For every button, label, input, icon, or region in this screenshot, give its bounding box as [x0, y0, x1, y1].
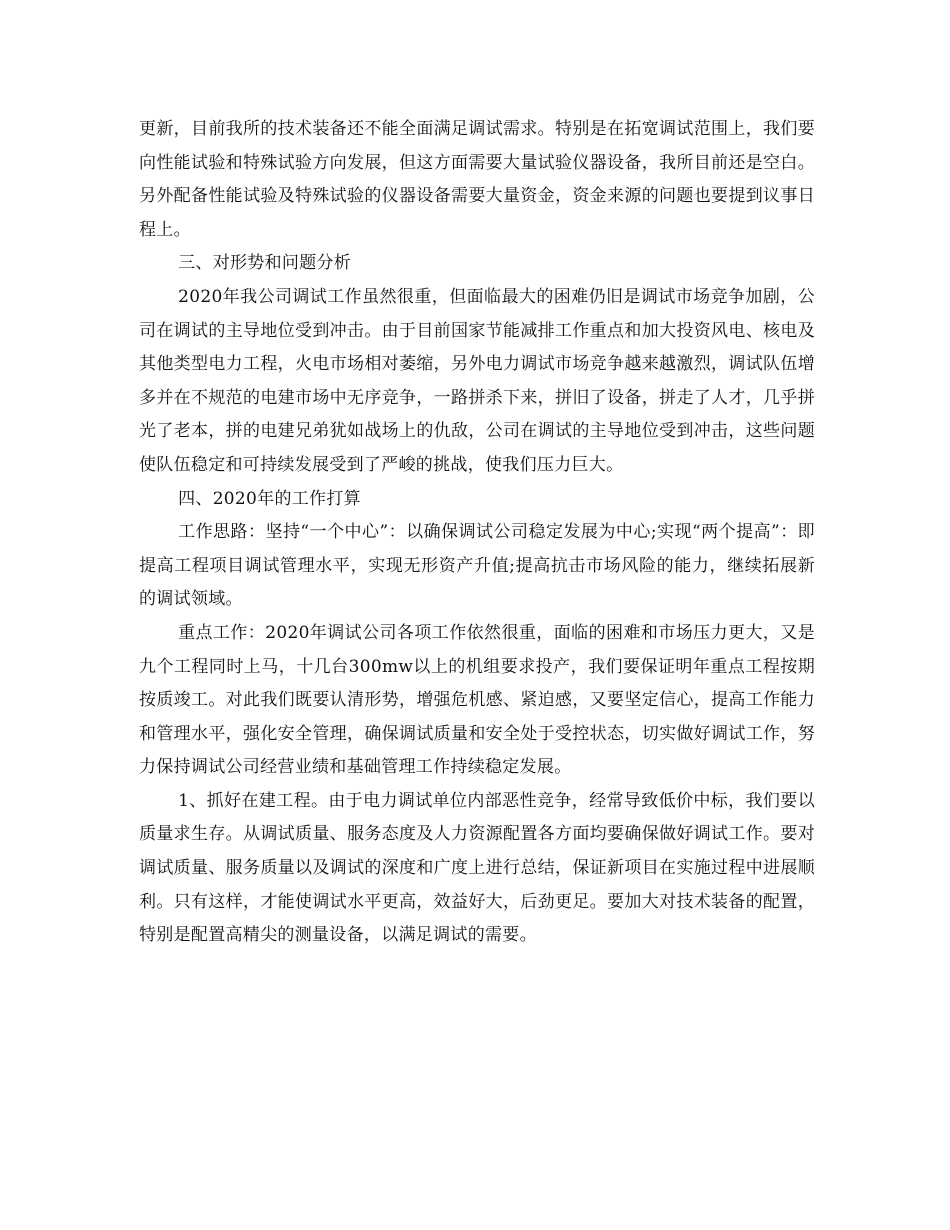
document-body: [139, 113, 815, 953]
paragraph-work-approach: 工作思路：坚持“一个中心”：以确保调试公司稳定发展为中心;实现“两个提高”：即提高工程项目调试管理水平，实现无形资产升值;提高抗击市场风险的能力，继续拓展新的调试领域。: [139, 522, 815, 610]
paragraph-market-competition: 2020年我公司调试工作虽然很重，但面临最大的困难仍旧是调试市场竞争加剧，公司在调试的主导地位受到冲击。由于目前国家节能减排工作重点和加大投资风电、核电及其他类型电力工程，火电市场相对萎缩，另外电力调试市场竞争越来越激烈，调试队伍增多并在不规范的电建市场中无序竞争，一路拼杀下来，拼旧了设备，拼走了人才，几乎拼光了老本，拼的电建兄弟犹如战场上的仇敌，公司在调试的主导地位受到冲击，这些问题使队伍稳定和可持续发展受到了严峻的挑战，使我们压力巨大。: [139, 286, 815, 475]
paragraph-projects-under-construction: 1、抓好在建工程。由于电力调试单位内部恶性竞争，经常导致低价中标，我们要以质量求生存。从调试质量、服务态度及人力资源配置各方面均要确保做好调试工作。要对调试质量、服务质量以及调试的深度和广度上进行总结，保证新项目在实施过程中进展顺利。只有这样，才能使调试水平更高，效益好大，后劲更足。要加大对技术装备的配置，特别是配置高精尖的测量设备，以满足调试的需要。: [139, 790, 815, 946]
paragraph-equipment-update: 更新，目前我所的技术装备还不能全面满足调试需求。特别是在拓宽调试范围上，我们要向性能试验和特殊试验方向发展，但这方面需要大量试验仪器设备，我所目前还是空白。另外配备性能试验及特殊试验的仪器设备需要大量资金，资金来源的问题也要提到议事日程上。: [139, 119, 815, 240]
paragraph-key-work: 重点工作：2020年调试公司各项工作依然很重，面临的困难和市场压力更大，又是九个工程同时上马，十几台300mw以上的机组要求投产，我们要保证明年重点工程按期按质竣工。对此我们既要认清形势，增强危机感、紧迫感，又要坚定信心，提高工作能力和管理水平，强化安全管理，确保调试质量和安全处于受控状态，切实做好调试工作，努力保持调试公司经营业绩和基础管理工作持续稳定发展。: [139, 622, 815, 778]
heading-work-plan: 四、2020年的工作打算: [178, 488, 361, 509]
heading-situation-analysis: 三、对形势和问题分析: [178, 253, 352, 274]
